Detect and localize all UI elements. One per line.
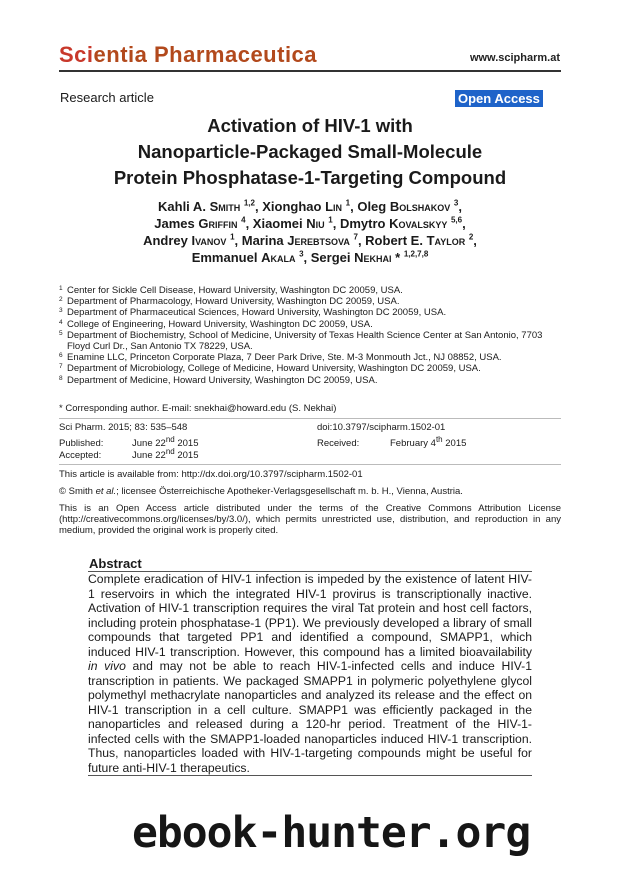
article-title xyxy=(80,113,540,191)
title-line: Activation of HIV-1 with xyxy=(207,115,413,136)
author-line: Kahli A. Smith $^{1,2}$, Xionghao Lin $^1$, Oleg Bolshakov $^3$, xyxy=(158,198,462,214)
published-date: June 22nd 2015 xyxy=(132,434,199,449)
abstract-text: Complete eradication of HIV-1 infection is impeded by the existence of latent HIV-1 reservoirs in which the integrated HIV-1 provirus is transcriptionally inactive. Activation of HIV-1 transcription requires the viral Tat protein and host cell factors, including protein phosphatase-1 (PP1). We previously developed a library of small compounds that targeted PP1 and identified a compound, SMAPP1, which induced HIV-1 transcription. However, this compound has a limited bioavailability in vivo and may not be able to reach HIV-1-infected cells and induce HIV-1 transcription in patients. We packaged SMAPP1 in polymeric polyethylene glycol polymethyl methacrylate nanoparticles and analyzed its release and the effect on HIV-1 transcription in a cell culture. SMAPP1 was efficiently packaged in the nanoparticles and released during a 120-hr period. Treatment of the HIV-1-infected cells with the SMAPP1-loaded nanoparticles induced HIV-1 transcription. Thus, nanoparticles loaded with HIV-1-targeting compounds might be useful for future anti-HIV-1 therapeutics. xyxy=(88,572,532,775)
author: Kahli A. Smith $^{1,2}$ xyxy=(158,198,255,214)
author: Xiaomei Niu $^1$ xyxy=(252,215,333,231)
open-access-badge: Open Access xyxy=(455,90,543,107)
journal-name-part: entia Pharm xyxy=(93,42,225,67)
author: Emmanuel Akala $^3$ xyxy=(191,249,304,265)
copyright-note: © Smith et al.; licensee Österreichische Apotheker-Verlagsgesellschaft m. b. H., Vienna, Austria. xyxy=(59,486,463,497)
header-rule xyxy=(59,70,561,72)
accepted-label: Accepted: xyxy=(59,450,102,461)
author-line: Emmanuel Akala $^3$, Sergei Nekhai * $^{1,2,7,8}$ xyxy=(191,249,429,265)
affiliation: 2 Department of Pharmacology, Howard University, Washington DC 20059, USA. xyxy=(59,296,400,308)
abstract-rule xyxy=(88,775,532,776)
author: Xionghao Lin $^1$ xyxy=(262,198,351,214)
affiliations xyxy=(59,285,561,386)
author: Dmytro Kovalskyy $^{5,6}$ xyxy=(339,215,463,231)
abstract-heading: Abstract xyxy=(89,556,142,571)
published-label: Published: xyxy=(59,438,104,449)
received-label: Received: xyxy=(317,438,360,449)
article-type: Research article xyxy=(60,90,154,105)
author-list xyxy=(80,198,540,266)
affiliation: 3 Department of Pharmaceutical Sciences, Howard University, Washington DC 20059, USA. xyxy=(59,307,447,319)
affiliation: 8 Department of Medicine, Howard University, Washington DC 20059, USA. xyxy=(59,374,378,386)
affiliation: 5 Department of Biochemistry, School of Medicine, University of Texas Health Science Center at San Antonio, 7703 Floyd Curl Dr., San Antonio TX 78229, USA. xyxy=(59,329,543,353)
divider xyxy=(59,418,561,419)
corresponding-author: * Corresponding author. E-mail: snekhai@howard.edu (S. Nekhai) xyxy=(59,403,337,414)
title-line: Protein Phosphatase-1-Targeting Compound xyxy=(113,167,507,188)
author: Marina Jerebtsova $^7$ xyxy=(241,232,358,248)
author: Oleg Bolshakov $^3$ xyxy=(357,198,459,214)
journal-name-part: Sci xyxy=(59,42,94,67)
author: Andrey Ivanov $^1$ xyxy=(143,232,235,248)
author: Sergei Nekhai * $^{1,2,7,8}$ xyxy=(310,249,429,265)
author-line: James Griffin $^4$, Xiaomei Niu $^1$, Dmytro Kovalskyy $^{5,6}$, xyxy=(154,215,466,231)
availability-note: This article is available from: http://dx.doi.org/10.3797/scipharm.1502-01 xyxy=(59,469,363,480)
journal-logo xyxy=(59,42,317,68)
author-line: Andrey Ivanov $^1$, Marina Jerebtsova $^7$, Robert E. Taylor $^2$, xyxy=(143,232,477,248)
author: Robert E. Taylor $^2$ xyxy=(365,232,474,248)
accepted-date: June 22nd 2015 xyxy=(132,446,199,461)
citation: Sci Pharm. 2015; 83: 535–548 xyxy=(59,422,188,433)
divider xyxy=(59,464,561,465)
affiliation: 6 Enamine LLC, Princeton Corporate Plaza, 7 Deer Park Drive, Ste. M-3 Monmouth Jct., NJ 08852, USA. xyxy=(59,352,502,364)
abstract-section xyxy=(88,556,532,776)
received-date: February 4th 2015 xyxy=(390,434,467,449)
watermark: ebook-hunter.org xyxy=(132,808,531,858)
affiliation: 1 Center for Sickle Cell Disease, Howard University, Washington DC 20059, USA. xyxy=(59,285,403,296)
license-note: This is an Open Access article distributed under the terms of the Creative Commons Attribution License (http://creativecommons.org/licenses/by/3.0/), which permits unrestricted use, distribution, and reproduction in any medium, provided the original work is properly cited. xyxy=(59,503,561,536)
title-line: Nanoparticle-Packaged Small-Molecule xyxy=(137,141,483,162)
affiliation: 7 Department of Microbiology, College of Medicine, Howard University, Washington DC 20059, USA. xyxy=(59,363,481,375)
author: James Griffin $^4$ xyxy=(154,215,246,231)
doi[interactable]: doi:10.3797/scipharm.1502-01 xyxy=(317,422,446,433)
affiliation: 4 College of Engineering, Howard University, Washington DC 20059, USA. xyxy=(59,318,373,330)
journal-url[interactable]: www.scipharm.at xyxy=(469,52,560,64)
journal-name-part: aceutica xyxy=(224,42,318,67)
